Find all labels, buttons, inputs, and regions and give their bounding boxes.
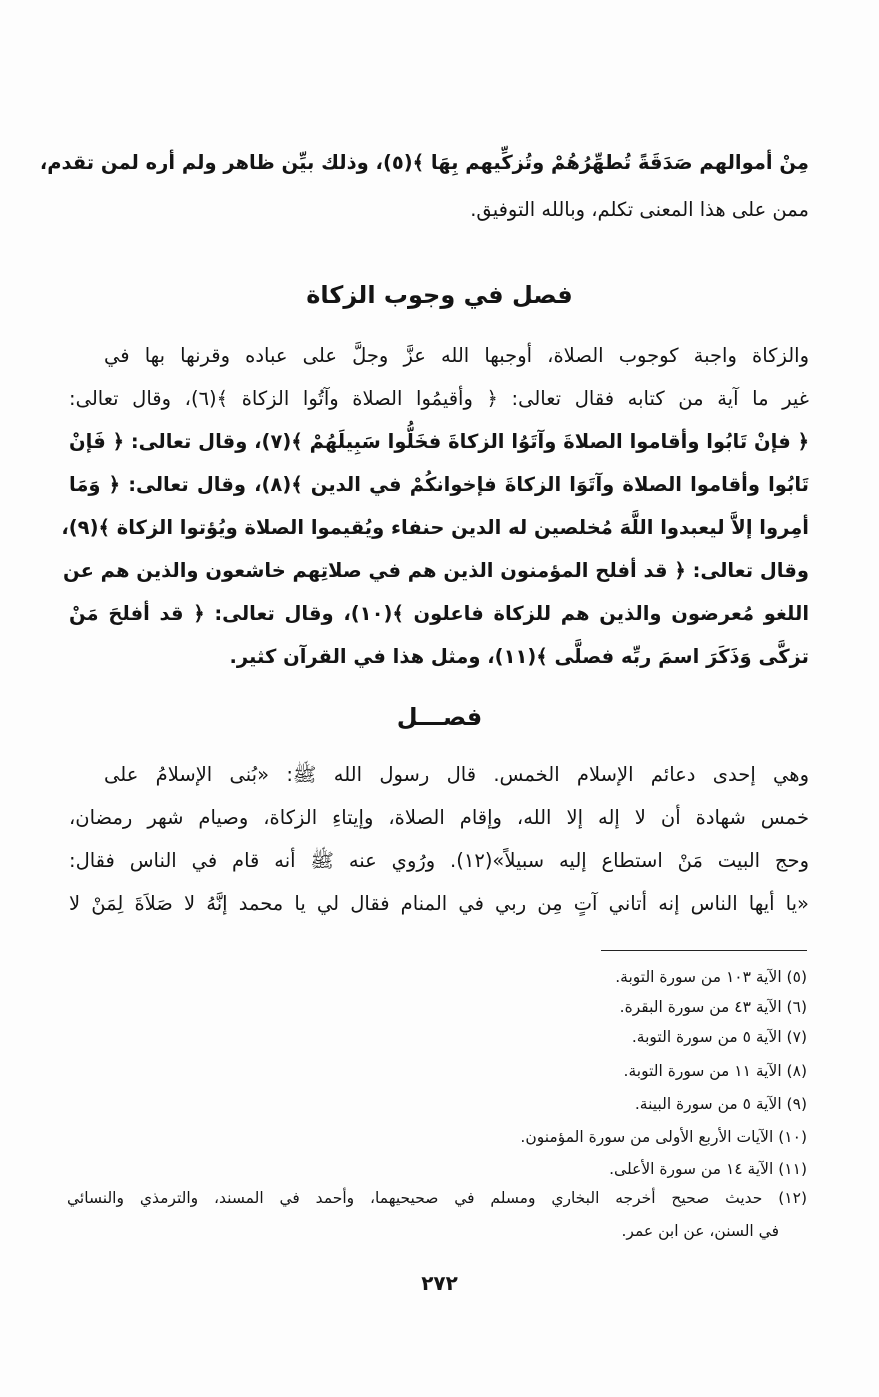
body-line: ﴿ فإنْ تَابُوا وأقاموا الصلاةَ وآتَوُا الزكاةَ فخَلُّوا سَبِيلَهُمْ ﴾(٧)، وقال تعالى: ﴿ فَإنْ <box>69 430 810 453</box>
body-line: اللغو مُعرضون والذين هم للزكاة فاعلون ﴾(١٠)، وقال تعالى: ﴿ قد أفلحَ مَنْ <box>69 602 810 625</box>
footnote: (١٠) الآيات الأربع الأولى من سورة المؤمنون. <box>520 1128 807 1146</box>
body-line: والزكاة واجبة كوجوب الصلاة، أوجبها الله عزَّ وجلَّ على عباده وقرنها بها في <box>104 344 809 367</box>
body-line: تزكَّى وَذَكَرَ اسمَ ربِّه فصلَّى ﴾(١١)، ومثل هذا في القرآن كثير. <box>229 645 809 668</box>
body-line: غير ما آية من كتابه فقال تعالى: ﴿ وأقيمُوا الصلاة وآتُوا الزكاة ﴾(٦)، وقال تعالى: <box>69 387 809 410</box>
body-line: خمس شهادة أن لا إله إلا الله، وإقام الصلاة، وإيتاءِ الزكاة، وصيام شهر رمضان، <box>69 806 809 829</box>
page-number: ٢٧٢ <box>421 1271 458 1295</box>
footnote: (١٢) حديث صحيح أخرجه البخاري ومسلم في صحيحيهما، وأحمد في المسند، والترمذي والنسائي <box>67 1189 807 1207</box>
body-line: «يا أيها الناس إنه أتاني آتٍ مِن ربي في المنام فقال لي يا محمد إنَّهُ لا صَلاَةَ لِمَنْ لا <box>69 892 809 915</box>
footnote: (٧) الآية ٥ من سورة التوبة. <box>631 1028 807 1046</box>
footnote: (٨) الآية ١١ من سورة التوبة. <box>623 1062 807 1080</box>
footnote: (٥) الآية ١٠٣ من سورة التوبة. <box>615 968 807 986</box>
body-line: أمِروا إلاَّ ليعبدوا اللَّهَ مُخلصين له الدين حنفاء ويُقيموا الصلاة ويُؤتوا الزكاة ﴾(٩)، <box>61 516 809 539</box>
body-line: ممن على هذا المعنى تكلم، وبالله التوفيق. <box>470 198 809 221</box>
body-line: وقال تعالى: ﴿ قد أفلح المؤمنون الذين هم في صلاتِهم خاشعون والذين هم عن <box>63 559 809 582</box>
section-heading: فصل في وجوب الزكاة <box>306 281 573 309</box>
body-line: مِنْ أموالهم صَدَقَةً تُطهِّرُهُمْ وتُزكِّيهم بِهَا ﴾(٥)، وذلك بيِّن ظاهر ولم أره لمن تقدم، <box>39 151 809 174</box>
footnote-continuation: في السنن، عن ابن عمر. <box>621 1222 779 1240</box>
footnote: (١١) الآية ١٤ من سورة الأعلى. <box>609 1160 807 1178</box>
body-line: تَابُوا وأقاموا الصلاة وآتَوَا الزكاةَ فإخوانكُمْ في الدين ﴾(٨)، وقال تعالى: ﴿ وَمَا <box>69 473 809 496</box>
section-heading: فصـــل <box>396 703 483 731</box>
footnote: (٩) الآية ٥ من سورة البينة. <box>634 1095 807 1113</box>
footnote: (٦) الآية ٤٣ من سورة البقرة. <box>619 998 807 1016</box>
body-line: وحج البيت مَنْ استطاع إليه سبيلاً»(١٢). ورُوي عنه ﷺ أنه قام في الناس فقال: <box>69 849 809 872</box>
body-line: وهي إحدى دعائم الإسلام الخمس. قال رسول الله ﷺ: «بُنى الإسلامُ على <box>104 763 809 786</box>
footnote-separator <box>601 950 807 951</box>
